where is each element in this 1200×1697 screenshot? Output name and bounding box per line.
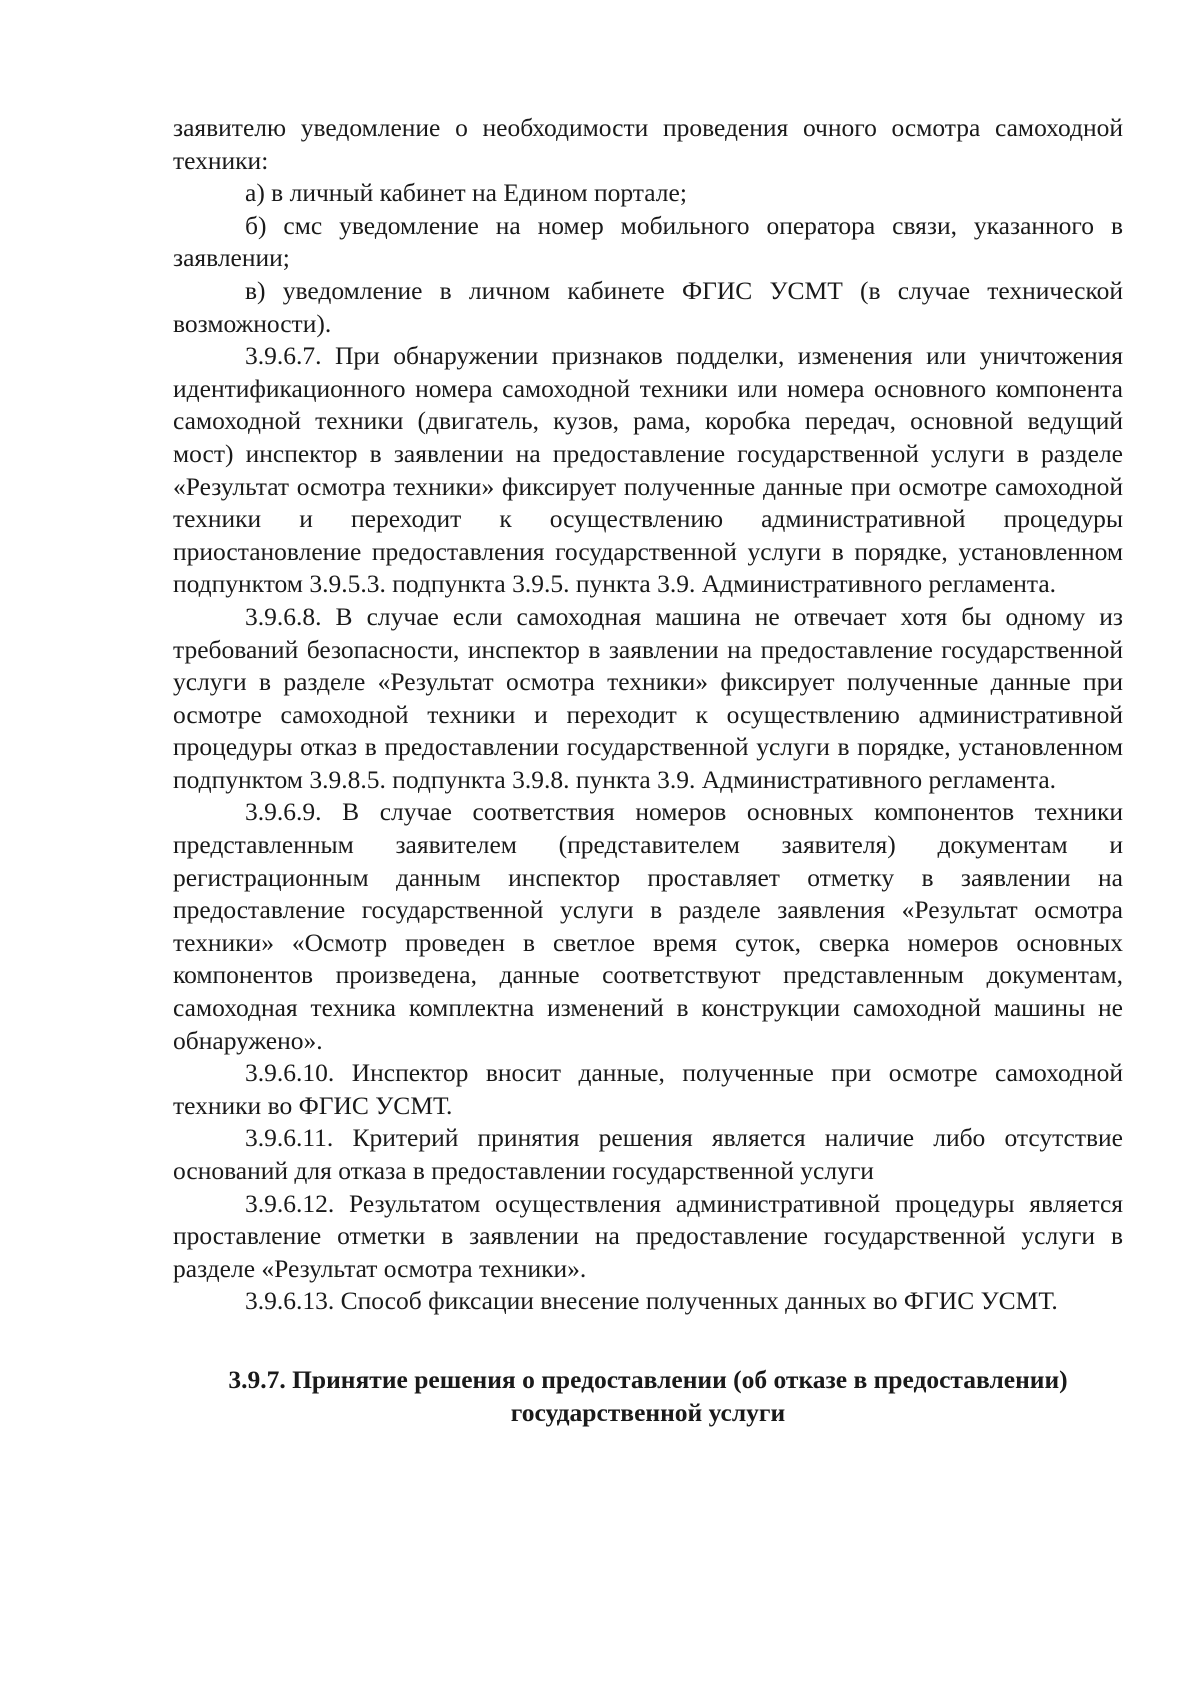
section-heading-line-1: 3.9.7. Принятие решения о предоставлении (об отказе в предоставлении): [228, 1364, 1068, 1394]
paragraph-10: 3.9.6.12. Результатом осуществления административной процедуры является проставление отметки в заявлении на предоставление государственной услуги в разделе «Результат осмотра техники».: [173, 1188, 1123, 1283]
paragraph-6: 3.9.6.8. В случае если самоходная машина не отвечает хотя бы одному из требований безопасности, инспектор в заявлении на предоставление государственной услуги в разделе «Результат осмотра техники» фиксирует полученные данные при осмотре самоходной техники и переходит к осуществлению административной процедуры отказ в предоставлении государственной услуги в порядке, установленном подпунктом 3.9.8.5. подпункта 3.9.8. пункта 3.9. Административного регламента.: [173, 601, 1123, 794]
paragraph-2: а) в личный кабинет на Едином портале;: [245, 178, 687, 208]
paragraph-11: 3.9.6.13. Способ фиксации внесение полученных данных во ФГИС УСМТ.: [245, 1286, 1058, 1316]
paragraph-7: 3.9.6.9. В случае соответствия номеров основных компонентов техники представленным заявителем (представителем заявителя) документам и регистрационным данным инспектор проставляет отметку в заявлении на предоставление государственной услуги в разделе заявления «Результат осмотра техники» «Осмотр проведен в светлое время суток, сверка номеров основных компонентов произведена, данные соответствуют представленным документам, самоходная техника комплектна изменений в конструкции самоходной машины не обнаружено».: [173, 797, 1123, 1055]
section-heading: [173, 1364, 1123, 1429]
paragraph-4: в) уведомление в личном кабинете ФГИС УСМТ (в случае технической возможности).: [173, 275, 1123, 338]
document-page: [173, 112, 1123, 1429]
paragraph-5: 3.9.6.7. При обнаружении признаков подделки, изменения или уничтожения идентификационного номера самоходной техники или номера основного компонента самоходной техники (двигатель, кузов, рама, коробка передач, основной ведущий мост) инспектор в заявлении на предоставление государственной услуги в разделе «Результат осмотра техники» фиксирует полученные данные при осмотре самоходной техники и переходит к осуществлению административной процедуры приостановление предоставления государственной услуги в порядке, установленном подпунктом 3.9.5.3. подпункта 3.9.5. пункта 3.9. Административного регламента.: [173, 341, 1123, 599]
paragraph-3: б) смс уведомление на номер мобильного оператора связи, указанного в заявлении;: [173, 210, 1123, 273]
paragraph-8: 3.9.6.10. Инспектор вносит данные, полученные при осмотре самоходной техники во ФГИС УСМТ.: [173, 1058, 1123, 1120]
paragraph-1: заявителю уведомление о необходимости проведения очного осмотра самоходной техники:: [173, 113, 1123, 175]
paragraph-9: 3.9.6.11. Критерий принятия решения является наличие либо отсутствие оснований для отказа в предоставлении государственной услуги: [173, 1123, 1123, 1185]
section-heading-line-2: государственной услуги: [510, 1397, 786, 1427]
